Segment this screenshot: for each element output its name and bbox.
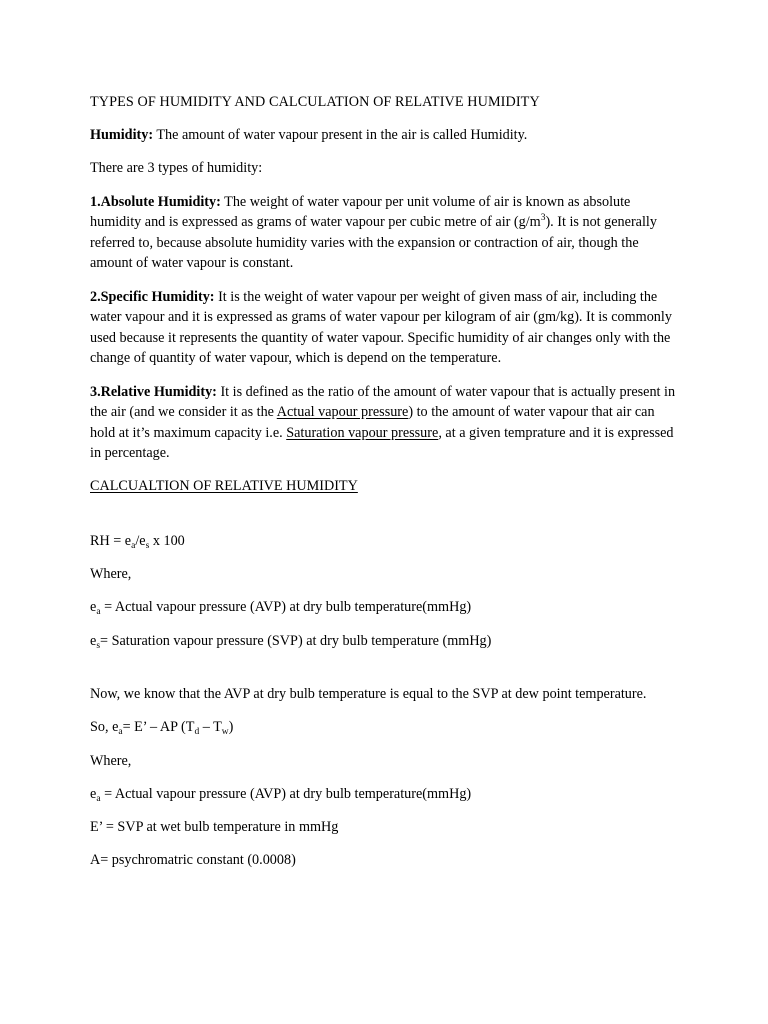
where-label-2: Where, (90, 752, 132, 769)
ea-symbol-2: e (90, 785, 97, 802)
es-definition (90, 631, 680, 652)
ea-text-2: = Actual vapour pressure (AVP) at dry bulb temperature(mmHg) (100, 785, 472, 802)
specific-humidity-text: It is the weight of water vapour per weight of given mass of air, including the water vapour and it is expressed as grams of water vapour per kilogram of air (gm/kg). It is commonly used because it represents the quantity of water vapour. Specific humidity of air changes only with the change of quantity of water vapour, which is depend on the temperature. (90, 288, 672, 367)
actual-vapour-pressure-term: Actual vapour pressure (276, 404, 409, 421)
ea-formula-sub-w: w (221, 727, 229, 738)
document-page (90, 92, 680, 883)
types-intro: There are 3 types of humidity: (90, 160, 263, 177)
rh-formula-sub-a: a (131, 541, 136, 552)
ea-formula-part-c: – T (199, 719, 222, 736)
document-title: TYPES OF HUMIDITY AND CALCULATION OF RELATIVE HUMIDITY (90, 94, 540, 110)
ea-subscript-2: a (96, 793, 101, 804)
ea-formula-part-b: = E’ – AP (T (122, 719, 195, 736)
relative-humidity-paragraph (90, 382, 680, 464)
ea-definition (90, 597, 680, 618)
where-label-1: Where, (90, 566, 132, 583)
es-symbol: e (90, 632, 97, 649)
ea-formula-part-a: So, e (90, 719, 119, 736)
ea-subscript: a (96, 607, 101, 618)
calculation-heading: CALCUALTION OF RELATIVE HUMIDITY (90, 478, 358, 495)
avp-svp-statement: Now, we know that the AVP at dry bulb temperature is equal to the SVP at dew point temperature. (90, 686, 647, 703)
es-subscript: s (96, 640, 101, 651)
relative-humidity-text-a: It is defined as the ratio of the amount of water vapour that is actually present in the air (and we consider it as the (90, 383, 676, 421)
rh-formula-part-a: RH = e (90, 533, 132, 550)
ea-formula-sub-a: a (118, 727, 123, 738)
humidity-text: The amount of water vapour present in the air is called Humidity. (153, 127, 528, 144)
absolute-humidity-sup: 3 (540, 213, 546, 224)
relative-humidity-text-c: , at a given temprature and it is expressed in percentage. (90, 424, 674, 462)
saturation-vapour-pressure-term: Saturation vapour pressure (286, 424, 439, 441)
rh-formula-part-b: /e (135, 533, 146, 550)
absolute-humidity-label: 1.Absolute Humidity: (90, 193, 221, 210)
ea-formula-sub-d: d (194, 727, 200, 738)
ea-formula-part-d: ) (228, 719, 234, 736)
rh-formula-sub-s: s (145, 541, 150, 552)
rh-formula-part-c: x 100 (149, 533, 185, 550)
ea-formula (90, 717, 680, 738)
es-text: = Saturation vapour pressure (SVP) at dry bulb temperature (mmHg) (100, 632, 492, 649)
rh-formula (90, 531, 680, 552)
absolute-humidity-paragraph (90, 192, 680, 274)
ea-definition-2 (90, 784, 680, 805)
e-prime-definition: E’ = SVP at wet bulb temperature in mmHg (90, 818, 339, 835)
relative-humidity-label: 3.Relative Humidity: (90, 383, 217, 400)
ea-text: = Actual vapour pressure (AVP) at dry bulb temperature(mmHg) (100, 599, 472, 616)
humidity-label: Humidity: (90, 127, 154, 144)
ea-symbol: e (90, 599, 97, 616)
absolute-humidity-text-a: The weight of water vapour per unit volume of air is known as absolute humidity and is expressed as grams of water vapour per cubic metre of air (g/m (90, 193, 631, 231)
relative-humidity-text-b: ) to the amount of water vapour that air can hold at it’s maximum capacity i.e. (90, 404, 655, 441)
specific-humidity-paragraph (90, 287, 680, 369)
humidity-definition (90, 125, 680, 146)
psychrometric-constant-definition: A= psychromatric constant (0.0008) (90, 852, 296, 869)
specific-humidity-label: 2.Specific Humidity: (90, 288, 215, 305)
absolute-humidity-text-b: ). It is not generally referred to, because absolute humidity varies with the expansion or contraction of air, though the amount of water vapour is constant. (90, 214, 657, 272)
